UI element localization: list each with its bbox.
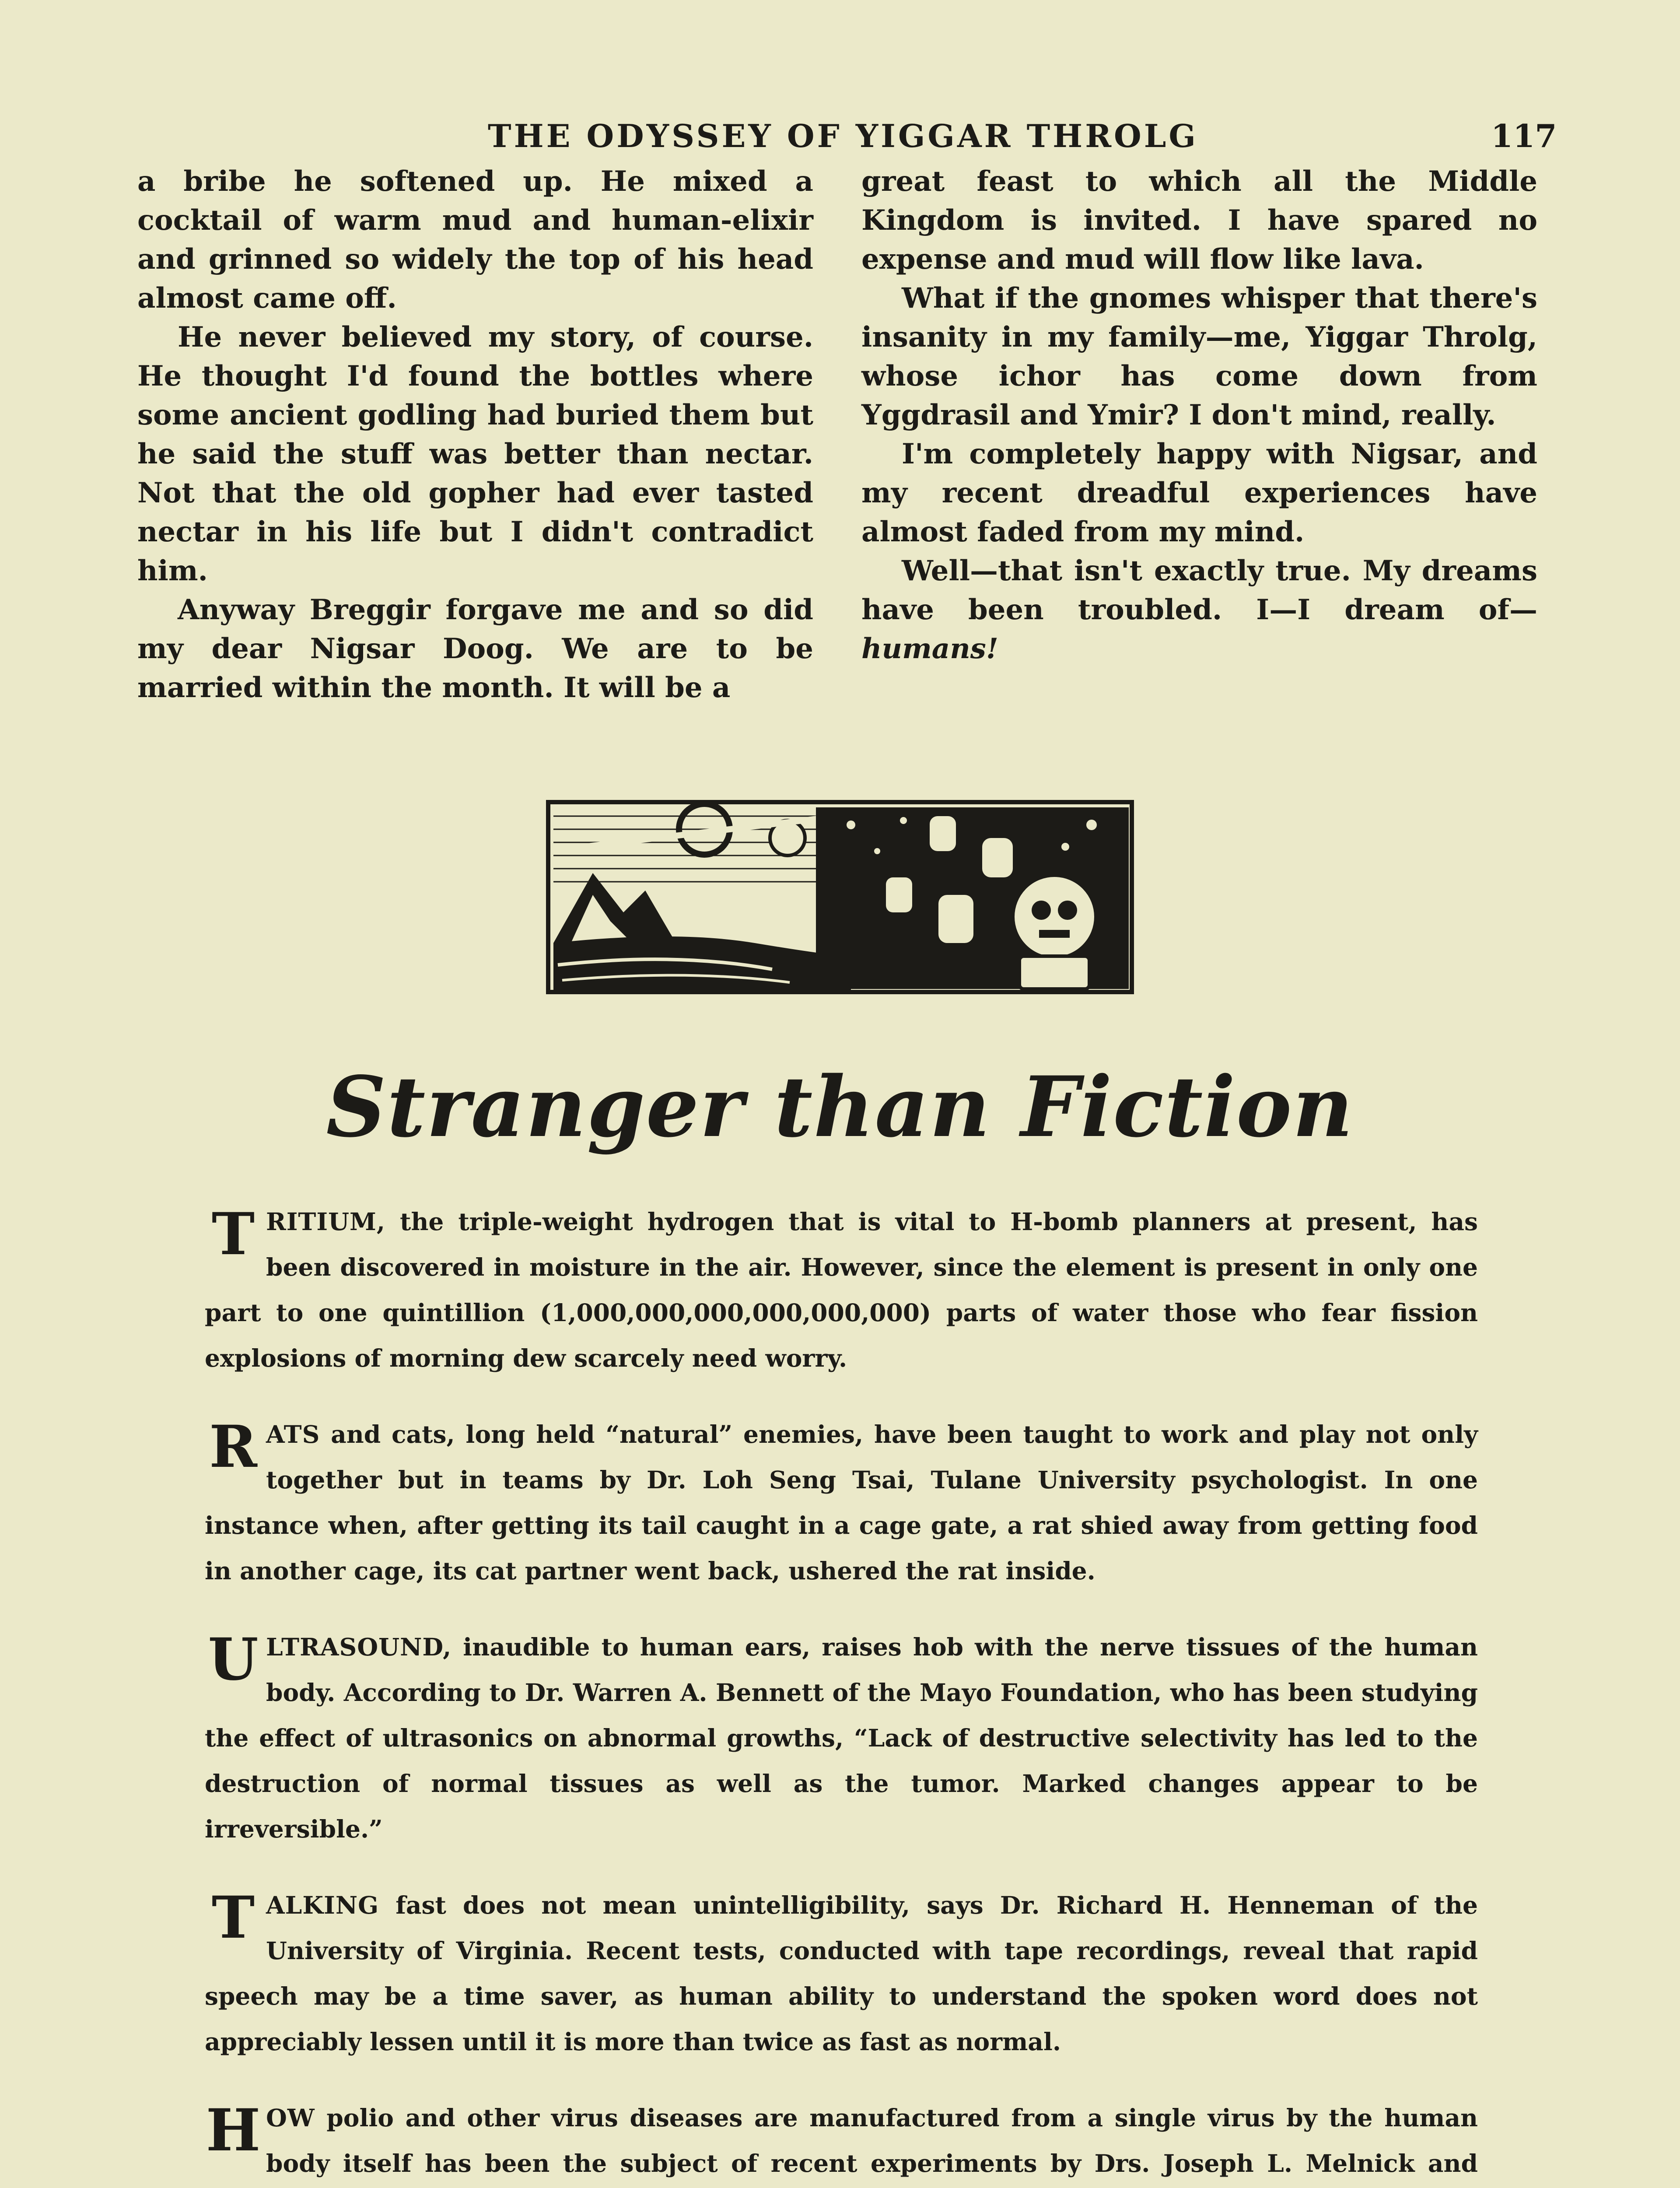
story-paragraph: What if the gnomes whisper that there's insanity in my family—me, Yiggar Throlg, whose ichor has come down from Yggdrasil and Ymir? I don't mind, really. bbox=[861, 282, 1537, 431]
item-lead: LTRASOUND, bbox=[266, 1633, 452, 1661]
item-text: polio and other virus diseases are manufactured from a single virus by the human body itself has been the subject of recent experiments by Drs. Joseph L. Melnick and bbox=[266, 2104, 1478, 2177]
drop-cap: U bbox=[208, 1626, 259, 1694]
news-item bbox=[205, 2095, 1478, 2188]
item-text: the triple-weight hydrogen that is vital to H-bomb planners at present, has been discovered in moisture in the air. However, since the element is present in only one part to one quintillion (1,000,000,000,000,000,000) parts of water those who fear fission explosions of morning dew scarcely need worry. bbox=[205, 1207, 1478, 1372]
story-final-paragraph bbox=[861, 551, 1537, 668]
story-column-left bbox=[137, 162, 813, 707]
story-paragraph: great feast to which all the Middle Kingdom is invited. I have spared no expense and mud will flow like lava. bbox=[861, 165, 1537, 276]
story-paragraph: a bribe he softened up. He mixed a cocktail of warm mud and human-elixir and grinned so widely the top of his head almost came off. bbox=[137, 165, 813, 315]
story-conclusion bbox=[137, 162, 1542, 726]
news-item bbox=[205, 1883, 1478, 2065]
drop-cap: H bbox=[206, 2097, 261, 2164]
item-lead: ALKING bbox=[266, 1891, 379, 1919]
story-column-right bbox=[861, 162, 1537, 668]
stranger-than-fiction-items bbox=[205, 1199, 1478, 2188]
page-number: 117 bbox=[1491, 117, 1557, 154]
item-lead: ATS bbox=[266, 1420, 320, 1448]
drop-cap: T bbox=[211, 1200, 255, 1268]
running-title: THE ODYSSEY OF YIGGAR THROLG bbox=[488, 117, 1198, 154]
story-final-text: Well—that isn't exactly true. My dreams have been troubled. I—I dream of— bbox=[861, 554, 1537, 626]
space-robots-illustration bbox=[545, 799, 1135, 996]
item-text: inaudible to human ears, raises hob with the nerve tissues of the human body. According to Dr. Warren A. Bennett of the Mayo Foundation, who has been studying the effect of ultrasonics on abnormal growths, “Lack of destructive selectivity has led to the destruction of normal tissues as well as the tumor. Marked changes appear to be irreversible.” bbox=[205, 1633, 1478, 1843]
drop-cap: R bbox=[209, 1413, 257, 1481]
running-header bbox=[0, 113, 1680, 157]
section-title: Stranger than Fiction bbox=[326, 1058, 1354, 1156]
story-paragraph: I'm completely happy with Nigsar, and my recent dreadful experiences have almost faded from my mind. bbox=[861, 438, 1537, 548]
news-item bbox=[205, 1624, 1478, 1852]
news-item bbox=[205, 1199, 1478, 1381]
story-paragraph: He never believed my story, of course. He thought I'd found the bottles where some ancient godling had buried them but he said the stuff was better than nectar. Not that the old gopher had ever tasted nectar in his life but I didn't contradict him. bbox=[137, 321, 813, 587]
item-text: and cats, long held “natural” enemies, have been taught to work and play not only together but in teams by Dr. Loh Seng Tsai, Tulane University psychologist. In one instance when, after getting its tail caught in a cage gate, a rat shied away from getting food in another cage, its cat partner went back, ushered the rat inside. bbox=[205, 1420, 1478, 1585]
item-text: fast does not mean unintelligibility, says Dr. Richard H. Henneman of the University of Virginia. Recent tests, conducted with tape recordings, reveal that rapid speech may be a time saver, as human ability to understand the spoken word does not appreciably lessen until it is more than twice as fast as normal. bbox=[205, 1891, 1478, 2056]
story-paragraph: Anyway Breggir forgave me and so did my dear Nigsar Doog. We are to be married within the month. It will be a bbox=[137, 593, 813, 704]
drop-cap: T bbox=[211, 1884, 255, 1952]
item-lead: RITIUM, bbox=[266, 1207, 386, 1236]
story-final-italic: humans! bbox=[861, 632, 998, 665]
item-lead: OW bbox=[266, 2104, 315, 2132]
news-item bbox=[205, 1412, 1478, 1594]
